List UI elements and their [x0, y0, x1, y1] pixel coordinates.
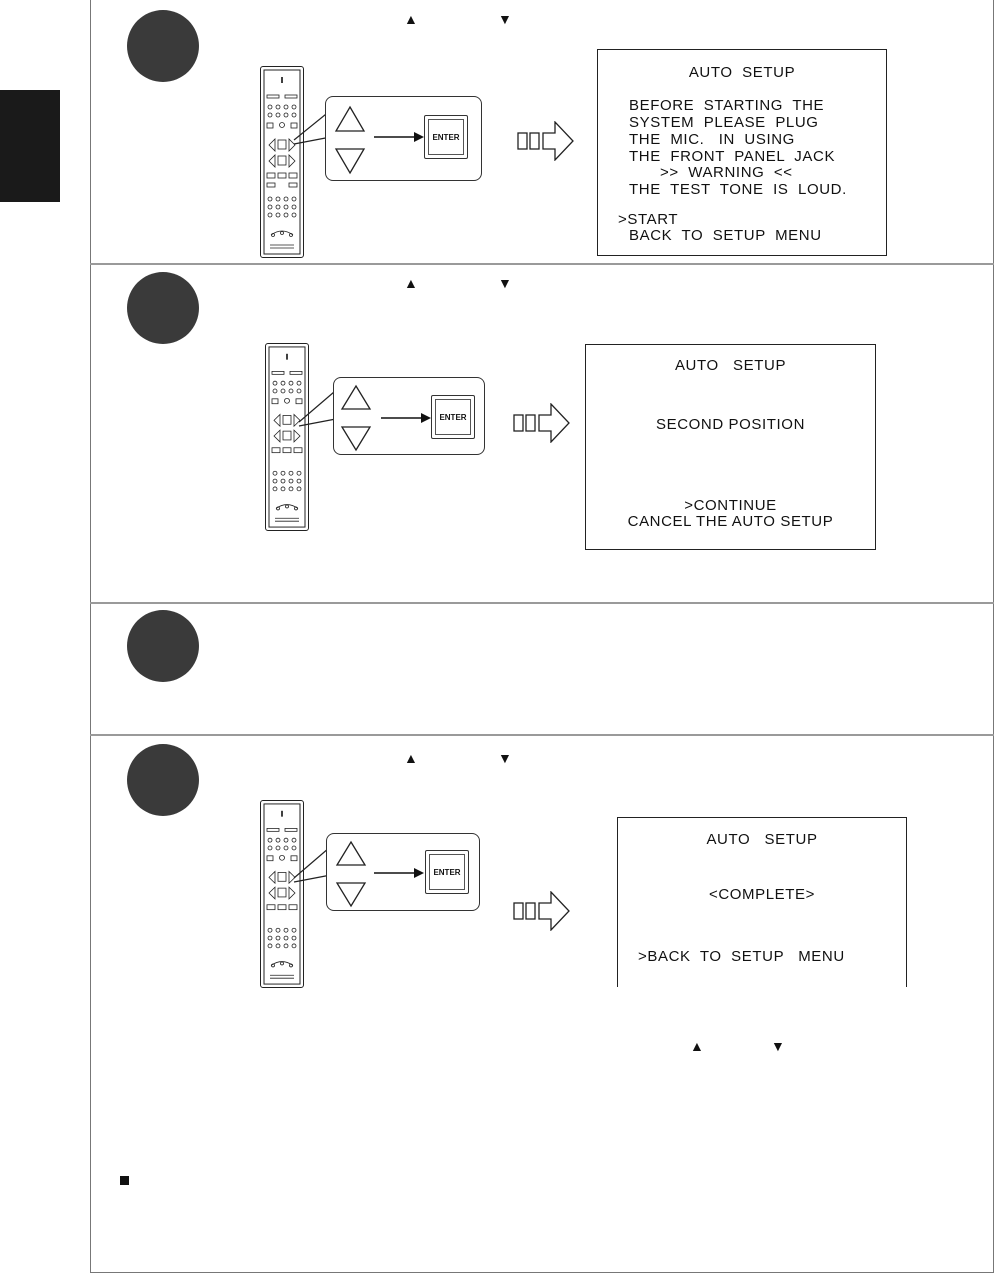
remote-control-illustration — [260, 66, 304, 258]
enter-button — [425, 850, 469, 894]
up-down-buttons-icon — [334, 103, 366, 177]
osd-title: AUTO SETUP — [674, 357, 787, 374]
remote-control-icon — [266, 344, 308, 530]
osd-menu-cancel: CANCEL THE AUTO SETUP — [627, 513, 834, 530]
step-number-circle — [127, 272, 199, 344]
up-arrow-icon: ▲ — [404, 11, 418, 27]
arrow-right-icon — [374, 867, 424, 879]
osd-line: SYSTEM PLEASE PLUG — [629, 114, 819, 131]
osd-line: THE MIC. IN USING — [629, 131, 795, 148]
osd-title: AUTO SETUP — [688, 64, 796, 81]
hollow-arrow-icon — [517, 121, 575, 161]
osd-status: SECOND POSITION — [655, 416, 806, 433]
step-number-circle — [127, 10, 199, 82]
osd-warning: >> WARNING << — [660, 164, 793, 181]
bullet-square-icon — [120, 1176, 129, 1185]
enter-label: ENTER — [435, 399, 471, 435]
osd-line: BEFORE STARTING THE — [629, 97, 825, 114]
remote-control-illustration — [265, 343, 309, 531]
enter-label: ENTER — [428, 119, 464, 155]
osd-title: AUTO SETUP — [706, 831, 818, 848]
button-callout-box — [325, 96, 482, 181]
up-arrow-icon: ▲ — [690, 1038, 704, 1054]
osd-menu-continue: >CONTINUE — [684, 497, 777, 514]
hollow-arrow-icon — [513, 403, 571, 443]
down-arrow-icon: ▼ — [771, 1038, 785, 1054]
osd-screen-auto-setup — [597, 49, 887, 256]
enter-button — [431, 395, 475, 439]
arrow-right-icon — [381, 412, 431, 424]
up-down-buttons-icon — [335, 838, 367, 910]
osd-screen-second-position — [585, 344, 876, 550]
up-down-buttons-icon — [340, 382, 372, 454]
section-divider — [90, 263, 994, 265]
button-callout-box — [326, 833, 480, 911]
section-divider — [90, 734, 994, 736]
osd-screen-complete — [617, 817, 907, 987]
language-side-tab — [0, 90, 60, 202]
osd-menu-back: BACK TO SETUP MENU — [629, 227, 822, 244]
osd-line: THE FRONT PANEL JACK — [629, 148, 836, 165]
up-arrow-icon: ▲ — [404, 750, 418, 766]
remote-control-icon — [261, 801, 303, 987]
down-arrow-icon: ▼ — [498, 275, 512, 291]
arrow-right-icon — [374, 131, 424, 143]
button-callout-box — [333, 377, 485, 455]
down-arrow-icon: ▼ — [498, 11, 512, 27]
enter-label: ENTER — [429, 854, 465, 890]
osd-line: THE TEST TONE IS LOUD. — [629, 181, 847, 198]
down-arrow-icon: ▼ — [498, 750, 512, 766]
osd-menu-back: >BACK TO SETUP MENU — [638, 948, 845, 965]
hollow-arrow-icon — [513, 891, 571, 931]
up-arrow-icon: ▲ — [404, 275, 418, 291]
osd-status: <COMPLETE> — [708, 886, 816, 903]
remote-control-illustration — [260, 800, 304, 988]
step-number-circle — [127, 610, 199, 682]
section-divider — [90, 602, 994, 604]
osd-menu-start: >START — [618, 211, 679, 228]
step-number-circle — [127, 744, 199, 816]
enter-button — [424, 115, 468, 159]
